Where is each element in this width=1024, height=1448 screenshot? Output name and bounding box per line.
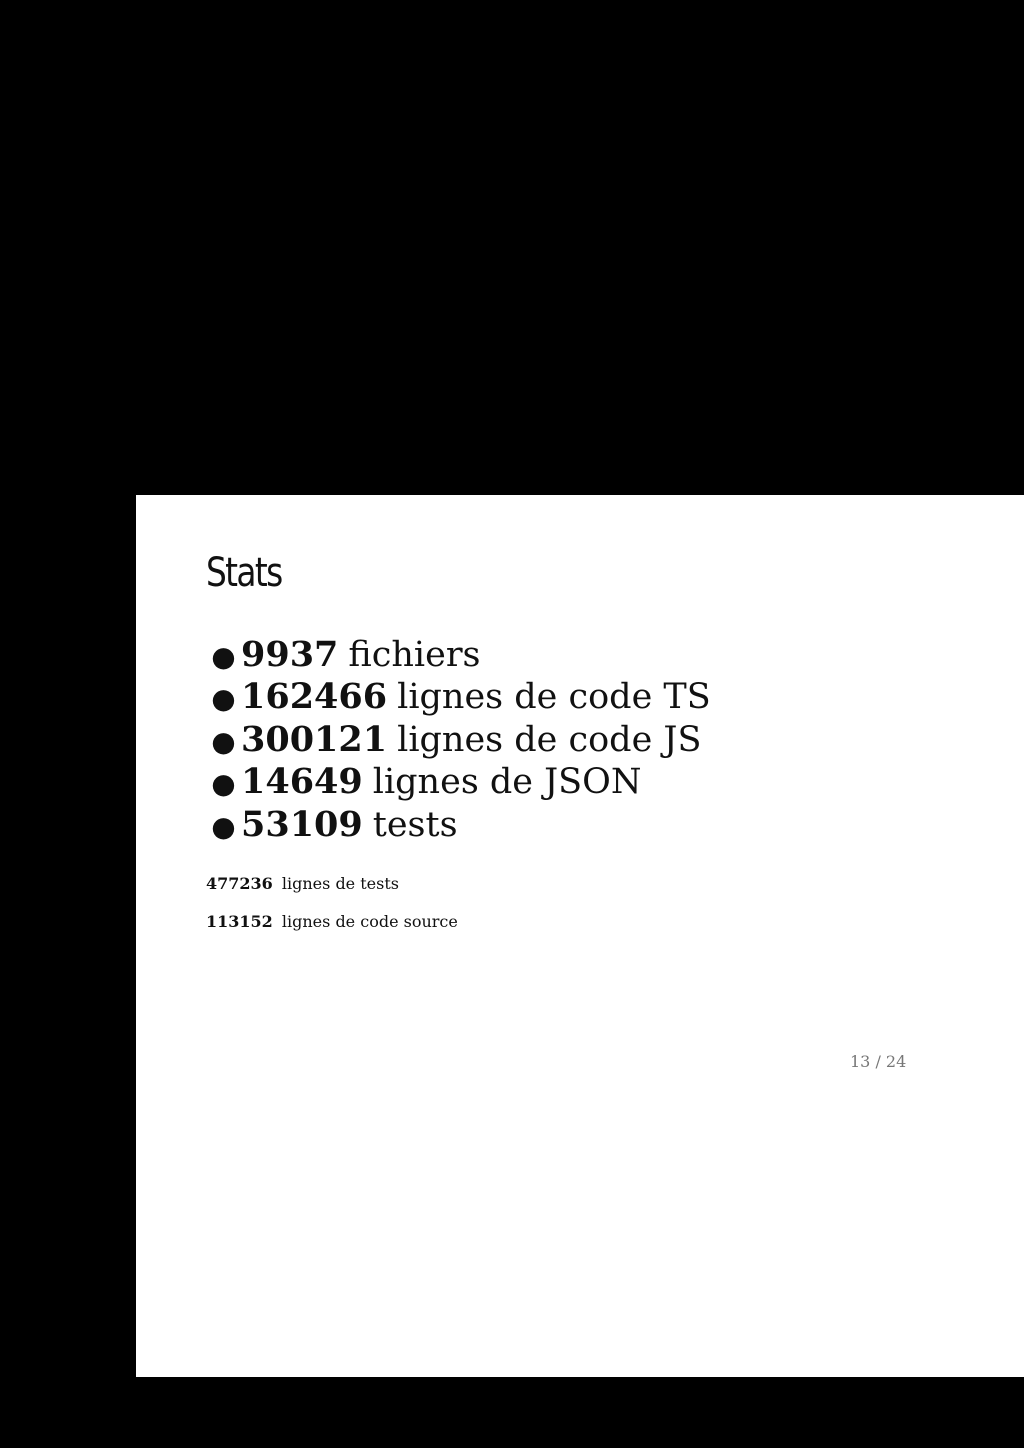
stat-label: tests [372, 804, 458, 845]
stat-value: 9937 [241, 634, 339, 675]
stat-label: lignes de JSON [372, 762, 642, 803]
bullet-icon: ● [211, 640, 236, 673]
stat-value: 14649 [241, 761, 363, 803]
stat-value: 300121 [241, 718, 388, 760]
page-number: 13 / 24 [850, 1052, 907, 1071]
slide [136, 495, 1024, 1377]
list-item [206, 720, 711, 762]
bullet-icon: ● [211, 809, 236, 843]
stat-value: 162466 [241, 676, 388, 718]
list-item [206, 805, 711, 847]
stat-label: fichiers [348, 635, 481, 675]
stats-list [206, 635, 711, 847]
test-lines-note [206, 874, 399, 894]
note-value: 477236 [206, 874, 273, 893]
list-item [206, 677, 711, 719]
bullet-icon: ● [211, 682, 236, 716]
stat-label: lignes de code TS [397, 677, 711, 718]
note-label: lignes de tests [281, 874, 399, 893]
note-value: 113152 [206, 912, 273, 931]
slide-title: Stats [206, 550, 282, 596]
bullet-icon: ● [211, 767, 236, 801]
bullet-icon: ● [211, 724, 236, 758]
stat-label: lignes de code JS [397, 719, 702, 760]
list-item [206, 762, 711, 804]
note-label: lignes de code source [281, 912, 458, 931]
list-item [206, 635, 711, 677]
stat-value: 53109 [241, 803, 363, 845]
source-lines-note [206, 912, 458, 932]
